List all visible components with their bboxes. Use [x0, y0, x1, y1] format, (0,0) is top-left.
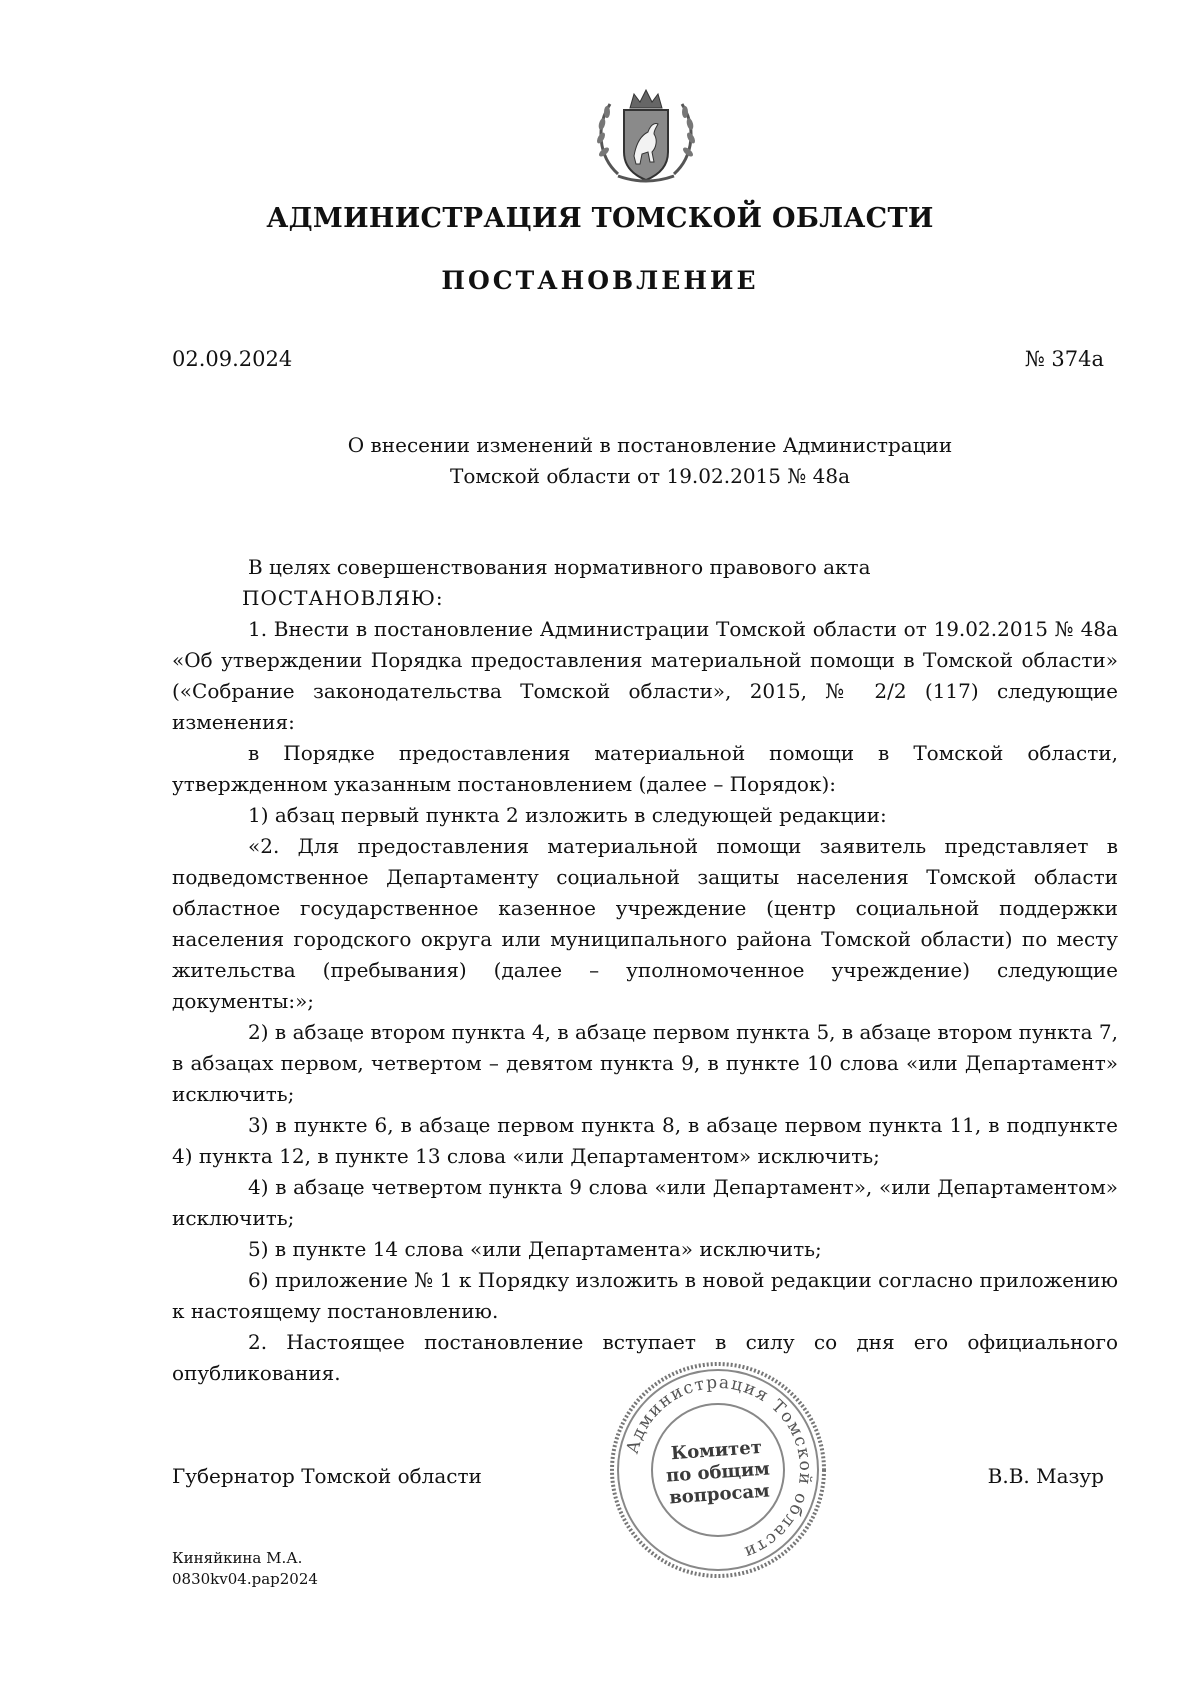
executor-name: Киняйкина М.А.	[172, 1549, 303, 1567]
stamp-ring-text: Администрация Томской области	[622, 1372, 816, 1563]
body-paragraph: 1) абзац первый пункта 2 изложить в следующей редакции:	[248, 803, 887, 827]
document-number: № 374а	[1024, 347, 1104, 371]
document-subject	[240, 430, 1060, 492]
document-body	[172, 552, 1118, 1389]
body-paragraph: «2. Для предоставления материальной помощи заявитель представляет в подведомственное Департаменту социальной защиты населения Томской области областное государственное казенное учреждение (центр социальной поддержки населения городского округа или муниципального района Томской области) по месту жительства (пребывания) (далее – уполномоченное учреждение) следующие документы:»;	[172, 834, 1118, 1013]
body-paragraph: 2) в абзаце втором пункта 4, в абзаце первом пункта 5, в абзаце втором пункта 7, в абзацах первом, четвертом – девятом пункта 9, в пункте 10 слова «или Департамент» исключить;	[172, 1020, 1118, 1106]
body-paragraph: 2. Настоящее постановление вступает в силу со дня его официального опубликования.	[172, 1330, 1118, 1385]
body-paragraph: 6) приложение № 1 к Порядку изложить в новой редакции согласно приложению к настоящему постановлению.	[172, 1268, 1118, 1323]
body-paragraph: 1. Внести в постановление Администрации Томской области от 19.02.2015 № 48а «Об утверждении Порядка предоставления материальной помощи в Томской области» («Собрание законодательства Томской области», 2015, № 2/2 (117) следующие изменения:	[172, 617, 1118, 734]
stamp-center-line: вопросам	[668, 1480, 771, 1509]
body-paragraph: 4) в абзаце четвертом пункта 9 слова «или Департамент», «или Департаментом» исключить;	[172, 1175, 1118, 1230]
body-paragraph: в Порядке предоставления материальной помощи в Томской области, утвержденном указанным постановлением (далее – Порядок):	[172, 741, 1118, 796]
document-type-title: ПОСТАНОВЛЕНИЕ	[441, 266, 759, 295]
organization-title: АДМИНИСТРАЦИЯ ТОМСКОЙ ОБЛАСТИ	[266, 203, 934, 234]
executor-info	[172, 1548, 318, 1590]
subject-line: О внесении изменений в постановление Администрации	[347, 433, 953, 457]
stamp-center-line: по общим	[665, 1458, 771, 1487]
decree-word: ПОСТАНОВЛЯЮ:	[242, 586, 444, 610]
stamp-center-line: Комитет	[670, 1436, 763, 1465]
body-paragraph: 5) в пункте 14 слова «или Департамента» исключить;	[248, 1237, 822, 1261]
executor-file-code: 0830kv04.рар2024	[172, 1570, 318, 1588]
signatory-position: Губернатор Томской области	[172, 1464, 482, 1488]
body-paragraph: 3) в пункте 6, в абзаце первом пункта 8, в абзаце первом пункта 11, в подпункте 4) пункта 12, в пункте 13 слова «или Департаментом» исключить;	[172, 1113, 1118, 1168]
document-date: 02.09.2024	[172, 347, 293, 371]
intro-paragraph: В целях совершенствования нормативного правового акта	[248, 555, 871, 579]
coat-of-arms-icon	[588, 86, 704, 186]
subject-line: Томской области от 19.02.2015 № 48а	[449, 464, 851, 488]
signatory-name: В.В. Мазур	[987, 1464, 1104, 1488]
official-stamp	[606, 1358, 830, 1582]
